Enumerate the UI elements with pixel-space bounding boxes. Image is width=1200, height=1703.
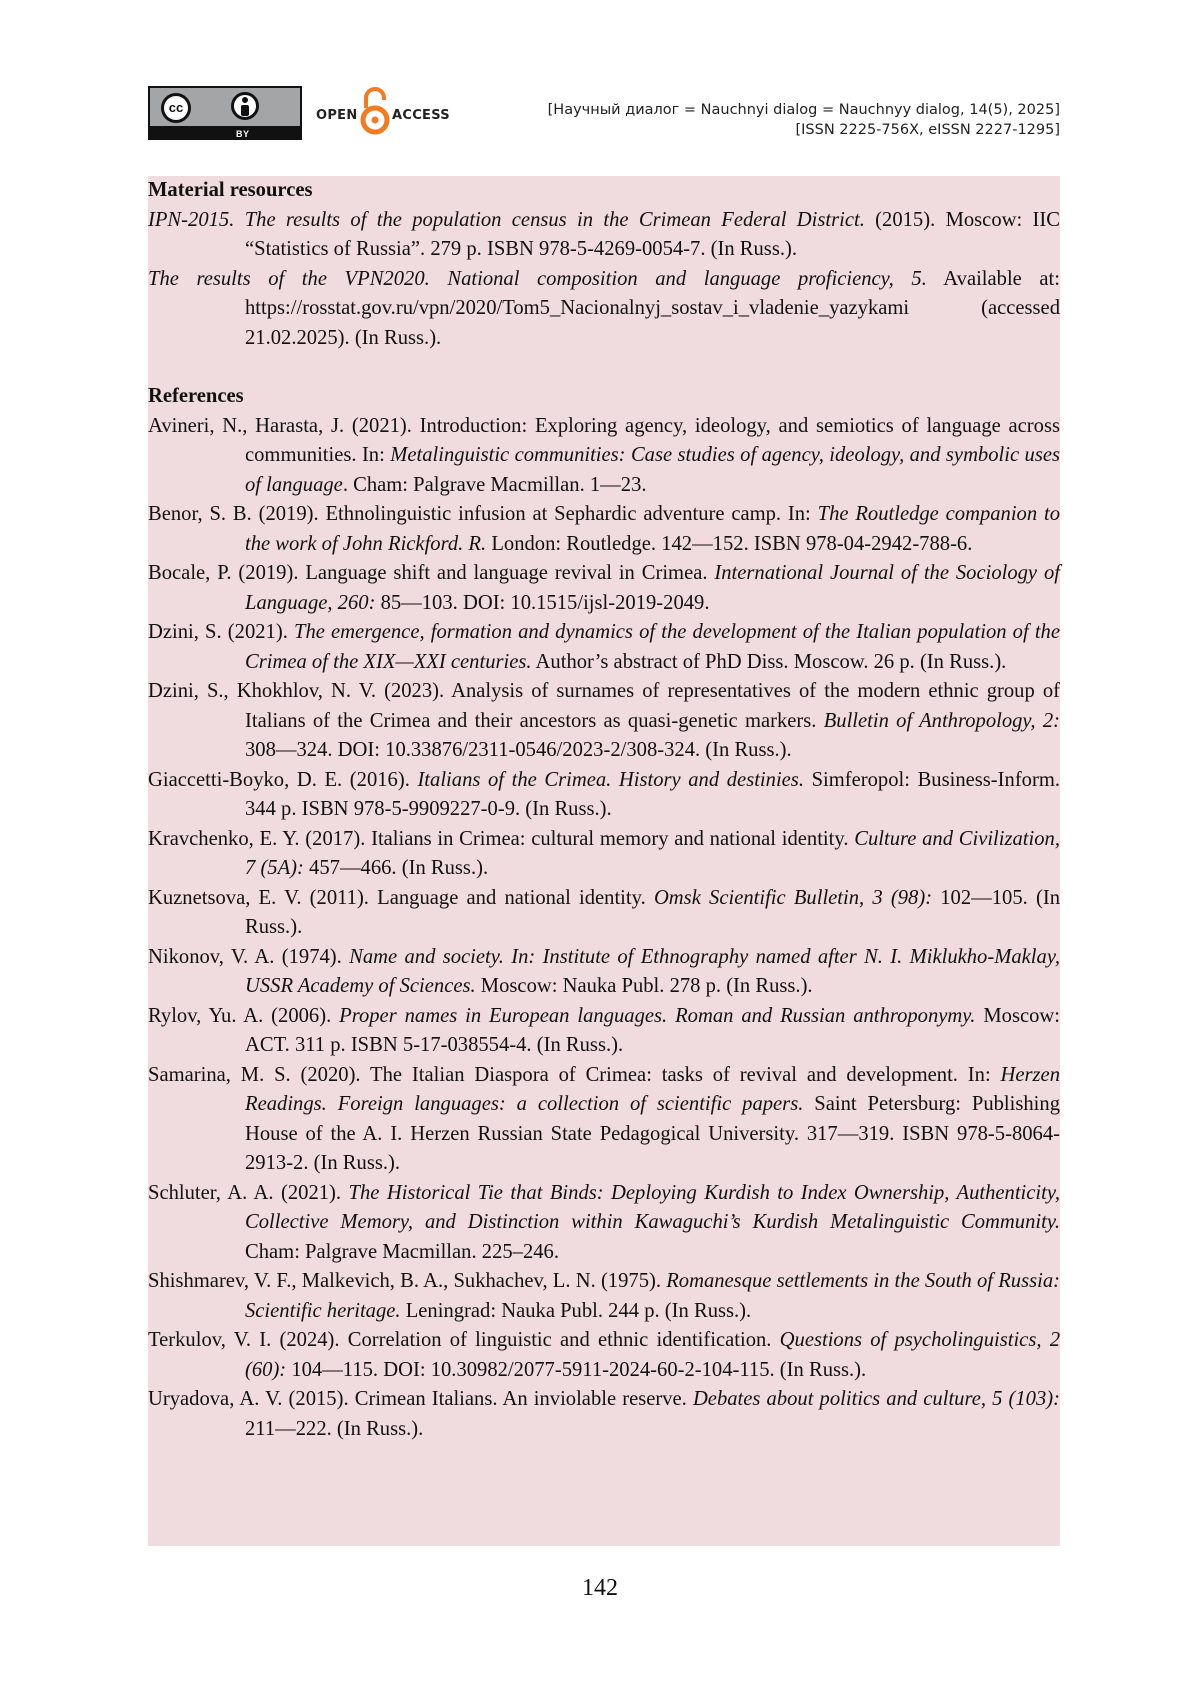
reference-entry (148, 1267, 1060, 1326)
reference-text: Rylov, Yu. A. (2006). (148, 1005, 339, 1027)
reference-entry (148, 559, 1060, 618)
reference-title: Italians of the Crimea. History and destinies. (417, 769, 804, 791)
reference-title: Culture and Civilization, 7 (5A): (245, 828, 1060, 880)
reference-text: Kravchenko, E. Y. (2017). Italians in Crimea: cultural memory and national identity. (148, 828, 854, 850)
reference-details: 211—222. (In Russ.). (245, 1418, 423, 1440)
reference-text: Terkulov, V. I. (2024). Correlation of linguistic and ethnic identification. (148, 1329, 780, 1351)
reference-details: London: Routledge. 142—152. ISBN 978-04-2942-788-6. (486, 533, 972, 555)
reference-details: Available at: https://rosstat.gov.ru/vpn/2020/Tom5_Nacionalnyj_sostav_i_vladenie_yazykami (accessed 21.02.2025). (In Russ.). (245, 268, 1060, 349)
reference-entry (148, 1061, 1060, 1179)
material-resources-heading: Material resources (148, 176, 1060, 206)
references-heading: References (148, 382, 1060, 412)
reference-title: International Journal of the Sociology of Language, 260: (245, 562, 1060, 614)
reference-entry (148, 265, 1060, 354)
reference-details: 104—115. DOI: 10.30982/2077-5911-2024-60-2-104-115. (In Russ.). (286, 1359, 866, 1381)
reference-title: The Historical Tie that Binds: Deploying Kurdish to Index Ownership, Authenticity, Collective Memory, and Distinction within Kawaguchi’s Kurdish Metalinguistic Community. (245, 1182, 1060, 1234)
reference-details: Cham: Palgrave Macmillan. 225–246. (245, 1241, 559, 1263)
reference-text: Nikonov, V. A. (1974). (148, 946, 349, 968)
reference-title: Questions of psycholinguistics, 2 (60): (245, 1329, 1060, 1381)
reference-entry (148, 1326, 1060, 1385)
reference-entry (148, 206, 1060, 265)
reference-details: 457—466. (In Russ.). (304, 857, 488, 879)
journal-title-line: [Научный диалог = Nauchnyi dialog = Nauchnyy dialog, 14(5), 2025] (548, 100, 1060, 120)
by-label: BY (236, 129, 250, 139)
open-access-open-text: OPEN (316, 108, 358, 123)
cc-icon: cc (161, 93, 191, 123)
journal-issn-line: [ISSN 2225-756X, eISSN 2227-1295] (548, 120, 1060, 140)
reference-text: Uryadova, A. V. (2015). Crimean Italians. An inviolable reserve. (148, 1388, 693, 1410)
cc-by-license-badge[interactable] (148, 86, 302, 140)
reference-details: Simferopol: Business-Inform. 344 p. ISBN 978-5-9909227-0-9. (In Russ.). (245, 769, 1060, 821)
reference-entry (148, 1002, 1060, 1061)
reference-entry (148, 412, 1060, 501)
reference-text: Dzini, S., Khokhlov, N. V. (2023). Analysis of surnames of representatives of the modern ethnic group of Italians of the Crimea and their ancestors as quasi-genetic markers. (148, 680, 1060, 732)
reference-text: Shishmarev, V. F., Malkevich, B. A., Sukhachev, L. N. (1975). (148, 1270, 666, 1292)
page-number: 142 (0, 1575, 1200, 1602)
reference-title: The results of the VPN2020. National composition and language proficiency, 5. (148, 268, 927, 290)
reference-entry (148, 884, 1060, 943)
reference-title: Omsk Scientific Bulletin, 3 (98): (654, 887, 932, 909)
reference-details: Saint Petersburg: Publishing House of the A. I. Herzen Russian State Pedagogical University. 317—319. ISBN 978-5-8064-2913-2. (In Russ.). (245, 1093, 1060, 1174)
reference-entry (148, 825, 1060, 884)
reference-text: Samarina, M. S. (2020). The Italian Diaspora of Crimea: tasks of revival and development. In: (148, 1064, 1001, 1086)
reference-title: IPN-2015. The results of the population census in the Crimean Federal District. (148, 209, 865, 231)
reference-title: Name and society. In: Institute of Ethnography named after N. I. Miklukho-Maklay, USSR Academy of Sciences. (245, 946, 1060, 998)
reference-text: Schluter, A. A. (2021). (148, 1182, 349, 1204)
reference-entry (148, 500, 1060, 559)
reference-details: (2015). Moscow: IIC “Statistics of Russia”. 279 p. ISBN 978-5-4269-0054-7. (In Russ.). (245, 209, 1060, 261)
reference-details: Moscow: Nauka Publ. 278 p. (In Russ.). (476, 975, 813, 997)
reference-text: Kuznetsova, E. V. (2011). Language and national identity. (148, 887, 654, 909)
reference-text: Avineri, N., Harasta, J. (2021). Introduction: Exploring agency, ideology, and semiotics of language across communities. In: (148, 415, 1060, 467)
attribution-person-icon (231, 92, 259, 120)
reference-details: . Cham: Palgrave Macmillan. 1—23. (343, 474, 647, 496)
reference-details: 85—103. DOI: 10.1515/ijsl-2019-2049. (375, 592, 709, 614)
bibliography-block (148, 176, 1060, 1546)
open-access-lock-icon (360, 86, 390, 136)
reference-entry (148, 943, 1060, 1002)
reference-title: Metalinguistic communities: Case studies of agency, ideology, and symbolic uses of language (245, 444, 1060, 496)
reference-details: 102—105. (In Russ.). (245, 887, 1060, 939)
reference-text: Giaccetti-Boyko, D. E. (2016). (148, 769, 417, 791)
reference-text: Benor, S. B. (2019). Ethnolinguistic infusion at Sephardic adventure camp. In: (148, 503, 818, 525)
reference-title: Herzen Readings. Foreign languages: a collection of scientific papers. (245, 1064, 1060, 1116)
reference-entry (148, 677, 1060, 766)
reference-details: Author’s abstract of PhD Diss. Moscow. 26 p. (In Russ.). (532, 651, 1007, 673)
reference-entry (148, 1385, 1060, 1444)
reference-entry (148, 1179, 1060, 1268)
reference-title: Romanesque settlements in the South of Russia: Scientific heritage. (245, 1270, 1060, 1322)
reference-details: Moscow: ACT. 311 p. ISBN 5-17-038554-4. (In Russ.). (245, 1005, 1060, 1057)
open-access-logo (316, 86, 466, 140)
reference-title: Debates about politics and culture, 5 (103): (693, 1388, 1060, 1410)
material-resources-list (148, 206, 1060, 354)
reference-text: Dzini, S. (2021). (148, 621, 294, 643)
reference-details: Leningrad: Nauka Publ. 244 p. (In Russ.). (401, 1300, 752, 1322)
open-access-access-text: ACCESS (392, 108, 450, 123)
reference-title: Bulletin of Anthropology, 2: (824, 710, 1060, 732)
reference-entry (148, 766, 1060, 825)
journal-citation (548, 100, 1060, 140)
reference-title: The emergence, formation and dynamics of the development of the Italian population of the Crimea of the XIX—XXI centuries. (245, 621, 1060, 673)
reference-title: Proper names in European languages. Roman and Russian anthroponymy. (339, 1005, 975, 1027)
reference-text: Bocale, P. (2019). Language shift and language revival in Crimea. (148, 562, 714, 584)
reference-entry (148, 618, 1060, 677)
references-list (148, 412, 1060, 1445)
page-header (148, 86, 1060, 146)
reference-details: 308—324. DOI: 10.33876/2311-0546/2023-2/308-324. (In Russ.). (245, 739, 792, 761)
reference-title: The Routledge companion to the work of John Rickford. R. (245, 503, 1060, 555)
